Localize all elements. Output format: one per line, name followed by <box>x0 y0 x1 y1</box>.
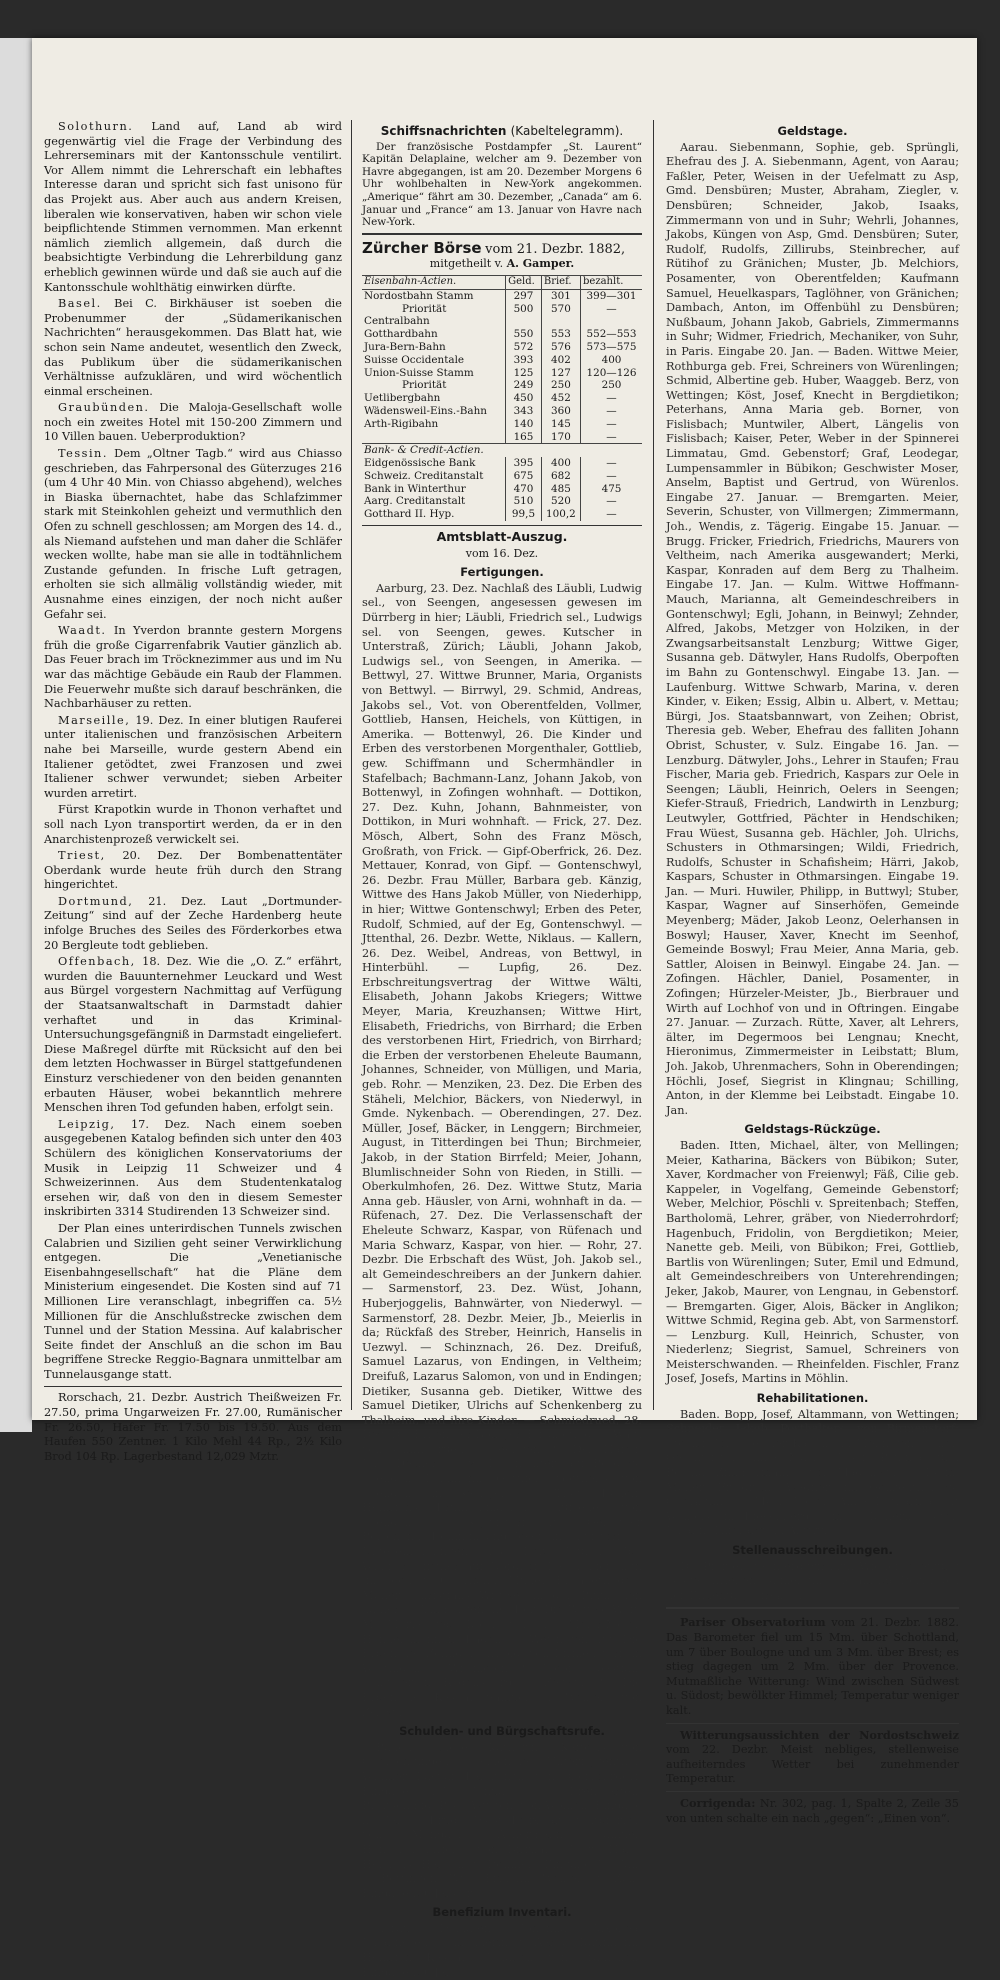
paragraph-text: Die Maloja-Gesellschaft wolle noch ein zweites Hotel mit 150-200 Zimmern und 10 Villen bauen. Ueberproduktion? <box>44 401 343 444</box>
paragraph-text: Bei C. Birkhäuser ist soeben die Probenummer der „Südamerikanischen Nachrichten“ herausgekommen. Das Blatt hat, wie schon sein Name andeutet, wesentlich den Zweck, das Publikum über die südamerikanischen Verhältnisse aufzuklären, und wird wöchentlich einmal erscheinen. <box>44 297 342 398</box>
bourse-row <box>362 392 642 405</box>
bourse-row <box>362 483 642 496</box>
paragraph-text: Fürst Krapotkin wurde in Thonon verhaftet und soll nach Lyon transportirt werden, da er in den Anarchistenprozeß verwickelt sei. <box>44 803 342 846</box>
bourse-cell-geld: 500 <box>506 303 542 316</box>
bourse-row <box>362 431 642 444</box>
weather-report <box>666 1728 959 1787</box>
bourse-cell-geld: 510 <box>506 495 542 508</box>
bourse-cell-brief: 553 <box>541 328 580 341</box>
column-middle <box>362 120 642 1979</box>
ruckzuge-title: Geldstags-Rückzüge. <box>744 1122 881 1137</box>
bourse-cell-name: Nordostbahn Stamm <box>364 289 474 302</box>
bourse-cell-name: Priorität <box>402 379 447 392</box>
bourse-row <box>362 405 642 418</box>
bourse-cell-bez: — <box>581 457 643 470</box>
bourse-row <box>362 303 642 316</box>
news-paragraph <box>44 714 342 802</box>
bourse-cell-brief: 485 <box>541 483 580 496</box>
amtsblatt-date: vom 16. Dez. <box>465 546 539 560</box>
news-paragraph <box>44 1222 342 1383</box>
stellen-title: Stellenausschreibungen. <box>732 1543 893 1557</box>
bourse-cell-geld: 343 <box>506 405 542 418</box>
bourse-row <box>362 289 642 302</box>
paragraph-text: Land auf, Land ab wird gegenwärtig viel die Frage der Verbindung des Lehrerseminars mit der Kantonsschule ventilirt. Vor Allem nimmt die Lehrerschaft ein lebhaftes Interesse daran und spricht sich fast unisono für das Projekt aus. Aber auch aus andern Kreisen, liberalen wie konservativen, haben wir schon viele beipflichtende Stimmen vernommen. Man erkennt nämlich ziemlich allgemein, daß durch die beabsichtigte Verbindung die Lehrerbildung ganz erheblich gewinnen würde und daß sie auch auf die Kantonsschule wohlthätig einwirken dürfte. <box>44 120 342 294</box>
bourse-cell-geld: 165 <box>506 431 542 444</box>
geldstage-text: Aarau. Siebenmann, Sophie, geb. Sprüngli, Ehefrau des J. A. Siebenmann, Agent, von Aarau; Faßler, Peter, Weisen in der Uefelmatt zu Asp, Gmd. Densbüren; Muster, Abraham, Ziegler, v. Densbüren; Schneider, Jakob, Isaaks, Zimmermann von und in Suhr; Wehrli, Johannes, Jakobs, Küngen von Asp, Gmd. Densbüren; Suter, Rudolf, Rudolfs, Zillirubs, Steinbrecher, auf Rütihof zu Gränichen; Muster, Jb. Melchiors, Posamenter, von Oberentfelden; Kaufmann Samuel, Heuelkaspars, Taglöhner, von Gränichen; Dambach, Anton, im Offenbühl zu Densbüren; Nußbaum, Johann Jakob, Gabriels, Zimmermanns in Suhr; Widmer, Friedrich, Mechaniker, von Suhr, in Paris. Eingabe 20. Jan. — Baden. Wittwe Meier, Rothburga geb. Frei, Schreiners von Würenlingen; Schmid, Albertine geb. Huber, Waaggeb. Berz, von Wettingen; Köst, Josef, Knecht in Bergdietikon; Peterhans, Anna Maria geb. Borner, von Fislisbach; Muntwiler, Albert, Längelis von Fislisbach; Kaiser, Peter, Weber in der Spinnerei Limmatau, Gmd. Gebenstorf; Graf, Leodegar, Lumpensammler in Bübikon; Geschwister Moser, Anselm, Baptist und Gertrud, von Würenlos. Eingabe 27. Januar. — Bremgarten. Meier, Severin, Schuster, von Villmergen; Zimmermann, Joh., Wendis, z. Tägerig. Eingabe 15. Januar. — Brugg. Fricker, Friedrich, Friedrichs, Maurers von Veltheim, nach Amerika ausgewandert; Merki, Kaspar, Konraden auf dem Berg zu Thalheim. Eingabe 17. Jan. — Kulm. Wittwe Hoffmann-Mauch, Marianna, alt Gemeindeschreibers in Gontenschwyl; Egli, Johann, in Beinwyl; Zehnder, Alfred, Jakobs, Metzger von Holziken, in der Zwangsarbeitsanstalt Lenzburg; Wittwe Giger, Susanna geb. Dätwyler, Hans Rudolfs, Oberpoften im Bahn zu Gontenschwyl. Eingabe 13. Jan. — Laufenburg. Wittwe Schwarb, Marina, v. deren Kinder, v. Eiken; Essig, Albin u. Albert, v. Mettau; Bürgi, Jos. Staatsbannwart, von Zeihen; Obrist, Theresia geb. Weber, Ehefrau des falliten Johann Obrist, Schuster, v. Sulz. Eingabe 16. Jan. — Lenzburg. Dätwyler, Johs., Lehrer in Staufen; Frau Fischer, Maria geb. Friedrich, Kaspars zur Oele in Seengen; Läubli, Heinrich, Oelers in Seengen; Kiefer-Strauß, Friedrich, Landwirth in Lenzburg; Leutwyler, Gottfried, Pächter in Hendschiken; Frau Wüest, Susanna geb. Hächler, Joh. Ulrichs, Schusters in Othmarsingen; Wildi, Friedrich, Rudolfs, Schuster in Schafisheim; Härri, Jakob, Kaspars, Schuster in Othmarsingen. Eingabe 19. Jan. — Muri. Huwiler, Philipp, in Buttwyl; Stuber, Kaspar, Wagner auf Sinserhöfen, Gemeinde Meyenberg; Mäder, Jakob Leonz, Oelerhansen in Boswyl; Hauser, Xaver, Knecht im Seenhof, Gemeinde Boswyl; Frau Meier, Anna Maria, geb. Sattler, Aloisen in Beinwyl. Eingabe 24. Jan. — Zofingen. Hächler, Daniel, Posamenter, in Zofingen; Hürzeler-Meister, Jb., Bierbrauer und Wirth auf Lochhof von und in Oftringen. Eingabe 27. Januar. — Zurzach. Rütte, Xaver, alt Lehrers, älter, im Degermoos bei Lengnau; Knecht, Hieronimus, Zimmermeister in Leibstatt; Blum, Joh. Jakob, Uhrenmachers, Sohn in Oberendingen; Höchli, Josef, Siegrist in Klingnau; Schilling, Anton, in der Klemme bei Leibstadt. Eingabe 10. Jan. <box>666 140 959 1117</box>
bourse-cell-name: Eidgenössische Bank <box>364 457 476 470</box>
paragraph-text: 19. Dez. In einer blutigen Rauferei unter italienischen und französischen Arbeitern nahe bei Marseille, wurde gestern Abend ein Italiener getödtet, zwei Franzosen und zwei Italiener schwer verwundet; sieben Arbeiter wurden arretirt. <box>44 713 342 800</box>
bourse-row <box>362 367 642 380</box>
observatory-text: vom 21. Dezbr. 1882. Das Barometer fiel um 15 Mm. über Schottland, um 7 über Boulogne und um 3 Mm. über Brest; es stieg dagegen um 2 Mm. über der Provence. Mutmaßliche Witterung: Wind zwischen Südwest u. Südost; bewölkter Himmel; Temperatur weniger kalt. <box>666 1616 959 1717</box>
bourse-row <box>362 379 642 392</box>
bourse-table <box>362 275 642 521</box>
bourse-cell-name: Uetlibergbahn <box>364 392 441 405</box>
ship-news-text: Der französische Postdampfer „St. Laurent“ Kapitän Delaplaine, welcher am 9. Dezember von Havre abgegangen, ist am 20. Dezember Morgens 6 Uhr wohlbehalten in New-York angekommen. „Amerique“ fährt am 30. Dezember, „Canada“ am 6. Januar und „France“ am 13. Januar von Havre nach New-York. <box>362 140 642 229</box>
bourse-cell-brief: 400 <box>541 457 580 470</box>
corrigenda-text: Nr. 302, pag. 1, Spalte 2, Zeile 35 von unten schalte ein nach „gegen“: „Einen von“. <box>666 1796 959 1825</box>
market-report: Rorschach, 21. Dezbr. Austrich Theißweizen Fr. 27.50, prima Ungarweizen Fr. 27.00, Rumänischer Fr. 26.50, Hafer Fr. 17.50 bis 19.50. Aus dem Haufen 550 Zentner. 1 Kilo Mehl 44 Rp., 2½ Kilo Brod 104 Rp. Lagerbestand 12,029 Mztr. <box>44 1391 342 1463</box>
bourse-cell-brief: 682 <box>541 470 580 483</box>
scan-left-margin <box>0 38 32 1432</box>
col-header: Eisenbahn-Actien. <box>362 275 506 289</box>
col-header: Brief. <box>541 275 580 289</box>
bourse-cell-geld: 249 <box>506 379 542 392</box>
observatory-title: Pariser Observatorium <box>680 1615 826 1630</box>
bourse-cell-geld: 470 <box>506 483 542 496</box>
col-header: bezahlt. <box>581 275 643 289</box>
dateline: Waadt. <box>58 624 107 638</box>
column-left <box>44 120 343 1463</box>
geldstage-title: Geldstage. <box>777 124 848 138</box>
bourse-cell-geld: 393 <box>506 354 542 367</box>
bourse-row <box>362 341 642 354</box>
stellen-text: Die Pfarrei Staufberg wird zur Wiederbesetzung ausgeschrieben. Anmeldung bis am 26. Dezbr. bei der Erziehungsdirektion. <box>666 1559 959 1602</box>
dateline: Solothurn. <box>58 120 134 133</box>
divider <box>666 1723 959 1724</box>
bourse-cell-bez: — <box>581 470 643 483</box>
bourse-row <box>362 315 642 328</box>
paragraph-text: In Yverdon brannte gestern Morgens früh die große Cigarrenfabrik Vautier gänzlich ab. Das Feuer brach im Tröcknezimmer aus und im Nu war das mächtige Gebäude ein Raub der Flammen. Die Feuerwehr mußte sich darauf beschränken, die Nachbarhäuser zu retten. <box>44 624 343 711</box>
news-paragraph <box>44 120 342 295</box>
bourse-cell-bez: 250 <box>581 379 643 392</box>
bourse-cell-bez: 573—575 <box>581 341 643 354</box>
rehab-title: Rehabilitationen. <box>756 1391 869 1406</box>
bourse-cell-brief: 170 <box>541 431 580 444</box>
bourse-cell-brief: 576 <box>541 341 580 354</box>
dateline: Graubünden. <box>58 401 150 415</box>
dateline: Offenbach, <box>58 955 136 969</box>
bourse-cell-brief: 570 <box>541 303 580 316</box>
bourse-cell-bez: 552—553 <box>581 328 643 341</box>
news-paragraph <box>44 297 342 399</box>
observatory-report <box>666 1615 959 1718</box>
ruckzuge-text: Baden. Itten, Michael, älter, von Mellingen; Meier, Katharina, Bäckers von Bübikon; Suter, Xaver, Kordmacher von Freienwyl; Fäß, Cilie geb. Kappeler, in Vogelfang, Gemeinde Gebenstorf; Weber, Melchior, Pöschli v. Spreitenbach; Steffen, Bartholomä, Lehrer, gräber, von Niederrohrdorf; Hagenbuch, Fridolin, von Bergdietikon; Meier, Nanette geb. Meili, von Bübikon; Frei, Gottlieb, Bartlis von Würenlingen; Suter, Emil und Edmund, alt Gemeindeschreibers von Unterehrendingen; Jeker, Jakob, Maurer, von Lengnau, in Gebenstorf. — Bremgarten. Giger, Alois, Bäcker in Anglikon; Wittwe Schmid, Regina geb. Abt, von Sarmenstorf. — Lenzburg. Kull, Heinrich, Schuster, von Niederlenz; Siegrist, Samuel, Schreiners von Meisterschwanden. — Rheinfelden. Fischler, Franz Josef, Josefs, Martins in Möhlin. <box>666 1138 959 1386</box>
bourse-cell-name: Schweiz. Creditanstalt <box>364 469 484 482</box>
corrigenda <box>666 1796 959 1826</box>
bourse-cell-name: Gotthard II. Hyp. <box>364 508 455 521</box>
bourse-row <box>362 495 642 508</box>
bourse-cell-geld: 140 <box>506 418 542 431</box>
divider <box>362 525 642 526</box>
news-paragraph <box>44 955 342 1116</box>
bourse-cell-brief: 520 <box>541 495 580 508</box>
bourse-cell-name: Aarg. Creditanstalt <box>364 495 466 508</box>
bourse-cell-brief: 301 <box>541 289 580 302</box>
weather-title: Witterungsaussichten der Nordostschweiz <box>680 1727 959 1742</box>
dateline: Dortmund, <box>58 894 134 908</box>
bourse-cell-bez: 120—126 <box>581 367 643 380</box>
news-paragraph <box>44 447 342 622</box>
bourse-cell-name <box>362 431 506 444</box>
bourse-cell-name: Centralbahn <box>364 315 430 328</box>
bourse-row <box>362 328 642 341</box>
news-paragraph <box>44 849 342 893</box>
divider <box>666 1791 959 1792</box>
newspaper-page <box>32 38 977 1979</box>
bourse-row <box>362 354 642 367</box>
bourse-cell-brief: 100,2 <box>541 508 580 521</box>
bourse-cell-bez: — <box>581 508 643 521</box>
paragraph-text: 20. Dez. Der Bombenattentäter Oberdank wurde heute früh durch den Strang hingerichtet. <box>44 849 342 892</box>
bourse-header-row <box>362 275 642 289</box>
bourse-rows <box>362 289 642 521</box>
news-paragraphs <box>44 120 342 1382</box>
bourse-heading <box>362 238 642 258</box>
bourse-by-label: mitgetheilt v. <box>429 257 504 271</box>
dateline: Leipzig, <box>58 1117 116 1131</box>
bourse-cell-bez: — <box>581 418 643 431</box>
bourse-cell-geld: 125 <box>506 367 542 380</box>
bourse-cell-bez: 399—301 <box>581 289 643 302</box>
col-header: Geld. <box>506 275 542 289</box>
bourse-cell-name: Bank in Winterthur <box>364 482 466 495</box>
bourse-cell-name: Priorität <box>402 302 447 315</box>
weather-text: vom 22. Dezbr. Meist nebliges, stellenweise aufheiterndes Wetter bei zunehmender Temperatur. <box>666 1743 959 1786</box>
bourse-cell-geld: 572 <box>506 341 542 354</box>
bourse-cell-bez: — <box>581 431 643 444</box>
divider <box>362 233 642 235</box>
fertigungen-title: Fertigungen. <box>460 565 544 580</box>
benefiz-title: Benefizium Inventari. <box>432 1905 572 1920</box>
bourse-cell-geld: 297 <box>506 289 542 302</box>
news-paragraph <box>44 803 342 847</box>
divider <box>44 1386 342 1387</box>
bourse-cell-brief: 127 <box>541 367 580 380</box>
bourse-cell-bez: — <box>581 303 643 316</box>
amtsblatt-title: Amtsblatt-Auszug. <box>436 529 568 545</box>
ship-news-heading <box>362 124 642 139</box>
rehab-text: Baden. Bopp, Josef, Altammann, von Wettingen; Schneider, Jakob, Posthalters, von Birmenstorf; Stöckli, Joh., bei der Kapelle in Mellingen; Seiler, Geschwister Anna Maria, Josef, Paulina, und Bertha, Zimmermanns, von Mägenwyl. — Kulm. Müller, Friedrich, Wagner, im Gonzenthal zu Oberkulm. — Muri. Meier, Anna Katharina, alt Weibels, in Riesenberg, Gmde. Kallern; Suter, Johann, Thierarzt, in Abtwyl. <box>666 1407 959 1538</box>
news-paragraph <box>44 624 342 712</box>
bourse-cell-bez: — <box>581 405 643 418</box>
bourse-cell-name: Arth-Rigibahn <box>364 417 439 430</box>
fertigungen-text: Aarburg, 23. Dez. Nachlaß des Läubli, Ludwig sel., von Seengen, angesessen gewesen im Dürrberg in hier; Läubli, Friedrich sel., Ludwigs sel. von Seengen, gewes. Kutscher in Unterstraß, Zürich; Läubli, Johann Jakob, Ludwigs sel., von Seengen, in Amerika. — Bettwyl, 27. Wittwe Brunner, Maria, Organists von Bettwyl. — Birrwyl, 29. Schmid, Andreas, Jakobs sel., Vot. von Oberentfelden, Vollmer, Gottlieb, Hansen, Heichels, von Küttigen, in Amerika. — Bottenwyl, 26. Die Kinder und Erben des verstorbenen Morgenthaler, Gottlieb, gew. Schiffmann und Schermhändler in Stafelbach; Bachmann-Lanz, Johann Jakob, von Bottenwyl, in Zofingen wohnhaft. — Dottikon, 27. Dez. Kuhn, Johann, Bahnmeister, von Dottikon, in Muri wohnhaft. — Frick, 27. Dez. Mösch, Albert, Sohn des Franz Mösch, Großrath, von Frick. — Gipf-Oberfrick, 26. Dez. Mettauer, Konrad, von Gipf. — Gontenschwyl, 26. Dezbr. Frau Müller, Barbara geb. Känzig, Wittwe des Hans Jakob Müller, von Niederhipp, in hier; Wittwe Gontenschwyl; Erben des Peter, Rudolf, Schmied, auf der Eg, Gontenschwyl. — Jttenthal, 26. Dezbr. Wette, Niklaus. — Kallern, 26. Dez. Weibel, Andreas, von Bettwyl, in Hinterbühl. — Lupfig, 26. Dez. Erbschreitungsvertrag der Wittwe Wälti, Elisabeth, Johann Jakobs Kriegers; Wittwe Meyer, Maria, Kreuzhansen; Wittwe Hirt, Elisabeth, Friedrichs, von Birrhard; die Erben des verstorbenen Hirt, Friedrich, von Birrhard; die Erben der verstorbenen Eheleute Baumann, Johannes, Schneider, von Mülligen, und Maria, geb. Rohr. — Menziken, 23. Dez. Die Erben des Stäheli, Melchior, Bäckers, von Niederwyl, in Gmde. Nykenbach. — Oberendingen, 27. Dez. Müller, Josef, Bäcker, in Lenggern; Birchmeier, August, in Titterdingen bei Thun; Birchmeier, Jakob, in der Station Birrfeld; Meier, Johann, Blumlischneider Sohn von Rieden, in Stilli. — Oberkulmhofen, 26. Dez. Wittwe Stutz, Maria Anna geb. Häusler, von Arni, wohnhaft in da. — Rüfenach, 27. Dez. Die Verlassenschaft der Eheleute Schwarz, Kaspar, von Rüfenach und Maria Schwarz, Kaspar, von hier. — Rohr, 27. Dezbr. Die Erbschaft des Wüst, Joh. Jakob sel., alt Gemeindeschreibers an der Junkern dahier. — Sarmenstorf, 23. Dez. Wüst, Johann, Huberjoggelis, Bahnwärter, von Niederwyl. — Sarmenstorf, 28. Dezbr. Meier, Jb., Meierlis in da; Rückfaß des Streber, Heinrich, Hanselis in Uezwyl. — Schinznach, 26. Dez. Dreifuß, Samuel Lazarus, von Endingen, in Veltheim; Dreifuß, Lazarus Salomon, von und in Endingen; Dietiker, Susanna geb. Dietiker, Wittwe des Samuel Dietiker, Ulrichs auf Schenkenberg zu Thalheim, und ihre Kinder. — Schmiedrued, 28. Dez. Die Erben der Bolliger, Elisabeth geb. Walti von Schmiedrued. — Seengen, 26. Dez. Häfeli, Joh., Deckers, gew. Posamenter, auf Berg zu Seengen; Fehlmann, Gottlieb, Gottliebs, von Seengen, in Seengen. — Thut, Rudolf, Heinrichs, Brunnenmachers, Aufseher, von Seengen. — Sigglistorf, 26. Gebrüder Belschann, Dominik und Josef, in Siglistorf. — Unterehrendingen, 28. Dez. Müller, Jb., Winklers, früher auf Nordhof, Bauer hier, nun im Sood zu Oberkulm; Müller, Elisabeth geb. Müller, Christians Wittwe, in der Bitzibaden dahier. — Villmergen, 26. Dez. Die Wittwe Wäft, M. Maria geb. Koch, von da; Meier-Meier, Handelsmann in Baden. — Wettingen, 28. Die Erben des Zehnder, Arnold, von Birmenstorf, in Wettingen. — Wislikofen, 26. Moor, Sebastian, Schuster, in Regensburg. — Zezwyl, 28. Die Erben des Kaspar, Samuel, alt Weibels, von Zezwyl. <box>362 581 642 1719</box>
bourse-cell-name: Gotthardbahn <box>364 328 438 341</box>
bourse-cell-brief: 402 <box>541 354 580 367</box>
bourse-cell-brief: 452 <box>541 392 580 405</box>
bourse-cell-geld: 450 <box>506 392 542 405</box>
bourse-cell-brief: 250 <box>541 379 580 392</box>
paragraph-text: 21. Dez. Laut „Dortmunder-Zeitung“ sind auf der Zeche Hardenberg heute infolge Bruches des Seiles des Förderkorbes etwa 20 Bergleute todt geblieben. <box>44 894 342 952</box>
bourse-cell-geld: 675 <box>506 470 542 483</box>
bourse-cell-bez <box>581 315 643 328</box>
column-rule-2 <box>653 120 654 1410</box>
paragraph-text: Der Plan eines unterirdischen Tunnels zwischen Calabrien und Sizilien geht seiner Verwirklichung entgegen. Die „Venetianische Eisenbahngesellschaft“ hat die Pläne dem Ministerium eingesendet. Die Kosten sind auf 71 Millionen Lire veranschlagt, inbegriffen ca. 5½ Millionen für die Anschlußstrecke zwischen dem Tunnel und der Station Messina. Auf kalabrischer Seite findet der Anschluß an die schon im Bau begriffene Strecke Reggio-Bagnara unmittelbar am Tunnelausgange statt. <box>44 1221 342 1381</box>
bourse-title: Zürcher Börse <box>362 238 482 257</box>
paragraph-text: Dem „Oltner Tagb.“ wird aus Chiasso geschrieben, das Fahrpersonal des Güterzuges 216 (um 4 Uhr 40 Min. von Chiasso abgehend), welches in Biaska übernachtet, habe das Schlafzimmer stark mit Steinkohlen geheizt und vermuthlich den Ofen zu schnell geschlossen; am Morgen des 14. d., als Niemand aufstehen und man daher die Schläfer wecken wollte, habe man sie alle in todtähnlichem Zustande gefunden. In frische Luft getragen, erholten sie sich allmälig vollständig wieder, mit Ausnahme eines einzigen, der noch nicht außer Gefahr sei. <box>44 447 342 621</box>
news-paragraph <box>44 401 342 445</box>
bourse-cell-brief <box>541 315 580 328</box>
bourse-cell-geld: 550 <box>506 328 542 341</box>
news-paragraph <box>44 1118 342 1220</box>
bourse-cell-geld <box>506 315 542 328</box>
bourse-cell-bez: — <box>581 495 643 508</box>
dateline: Tessin. <box>58 447 108 461</box>
schulden-title: Schulden- und Bürgschaftsrufe. <box>399 1724 605 1739</box>
dateline: Marseille, <box>58 713 131 727</box>
bourse-cell-bez: 475 <box>581 483 643 496</box>
bourse-section-row <box>362 444 642 457</box>
bourse-cell-bez: — <box>581 392 643 405</box>
bourse-cell-geld: 395 <box>506 457 542 470</box>
bourse-cell-brief: 360 <box>541 405 580 418</box>
bourse-cell-brief: 145 <box>541 418 580 431</box>
bourse-row <box>362 457 642 470</box>
divider <box>666 1607 959 1609</box>
bourse-cell-name: Wädensweil-Eins.-Bahn <box>364 404 487 417</box>
dateline: Basel. <box>58 297 102 311</box>
column-rule-1 <box>351 120 352 1410</box>
bourse-byline <box>362 257 642 272</box>
bourse-row <box>362 470 642 483</box>
column-right <box>666 120 959 1825</box>
bourse-cell-name: Union-Suisse Stamm <box>364 366 474 379</box>
paragraph-text: 17. Dez. Nach einem soeben ausgegebenen Katalog befinden sich unter den 403 Schülern des königlichen Konservatoriums der Musik in Leipzig 11 Schweizer und 4 Schweizerinnen. Aus dem Studentenkatalog ersehen wir, daß von den in diesem Semester inskribirten 3314 Studirenden 13 Schweizer sind. <box>44 1117 342 1219</box>
bourse-cell-geld: 99,5 <box>506 508 542 521</box>
ship-news-note: (Kabeltelegramm). <box>510 124 624 138</box>
bourse-cell-bez: 400 <box>581 354 643 367</box>
ship-news-title: Schiffsnachrichten <box>380 124 507 138</box>
benefiz-text: Aarau. Delhafen, Johanna Jakobea, Johannesen, Schneiderin, v. Aarau; Kaufmann, Heinrich, Kaspars, Jonaßen, von Gränichen. Eingabe 20. Jan. <box>362 1921 642 1979</box>
bourse-row <box>362 508 642 521</box>
bank-section-title: Bank- & Credit-Actien. <box>362 444 642 457</box>
bourse-cell-name: Jura-Bern-Bahn <box>364 340 446 353</box>
bourse-author: A. Gamper. <box>506 257 575 271</box>
news-paragraph <box>44 895 342 953</box>
bourse-date: vom 21. Dezbr. 1882, <box>485 241 626 257</box>
paragraph-text: 18. Dez. Wie die „O. Z.“ erfährt, wurden die Bauunternehmer Leuckard und West aus Bürgel vorgestern Nachmittag auf Verfügung der Staatsanwaltschaft in Darmstadt dahier verhaftet und in das Kriminal-Untersuchungsgefängniß in Darmstadt eingeliefert. Diese Maßregel dürfte mit Rücksicht auf den bei dem letzten Hochwasser in Bürgel stattgefundenen Einsturz verschiedener von den beiden genannten erbauten Häuser, wobei bekanntlich mehrere Menschen ihren Tod gefunden haben, erfolgt sein. <box>44 955 342 1115</box>
dateline: Triest, <box>58 849 106 863</box>
bourse-cell-name: Suisse Occidentale <box>364 353 465 366</box>
bourse-row <box>362 418 642 431</box>
corrigenda-title: Corrigenda: <box>680 1795 756 1810</box>
schulden-text: Baden. Scherer, Katharina, Kaftoris, von Oberschgingen, Gemeinde Unterfiggenthal; Widmer, Kaspar, Landwirth, von Oberrohrdorf. Eingabe 27. Januar. — Bremgarten. Breitschmid, Paul, Wysten, von Wohlen. Eingabe 25. Jan. — Brugg. Wüst, Felix, alt Stadtpfarrer, von Mandach; Ackermann, Samuel, Hanselisheinrichs, von Birrhard; Vogt, Hans, Heichels, Hansen, v. Roniken. Eingabe 17. Jan. — Bettingen. Wyß, Fridolin, Weibels, v. Zulz. Eingabe 20. Januar. <box>362 1740 642 1900</box>
